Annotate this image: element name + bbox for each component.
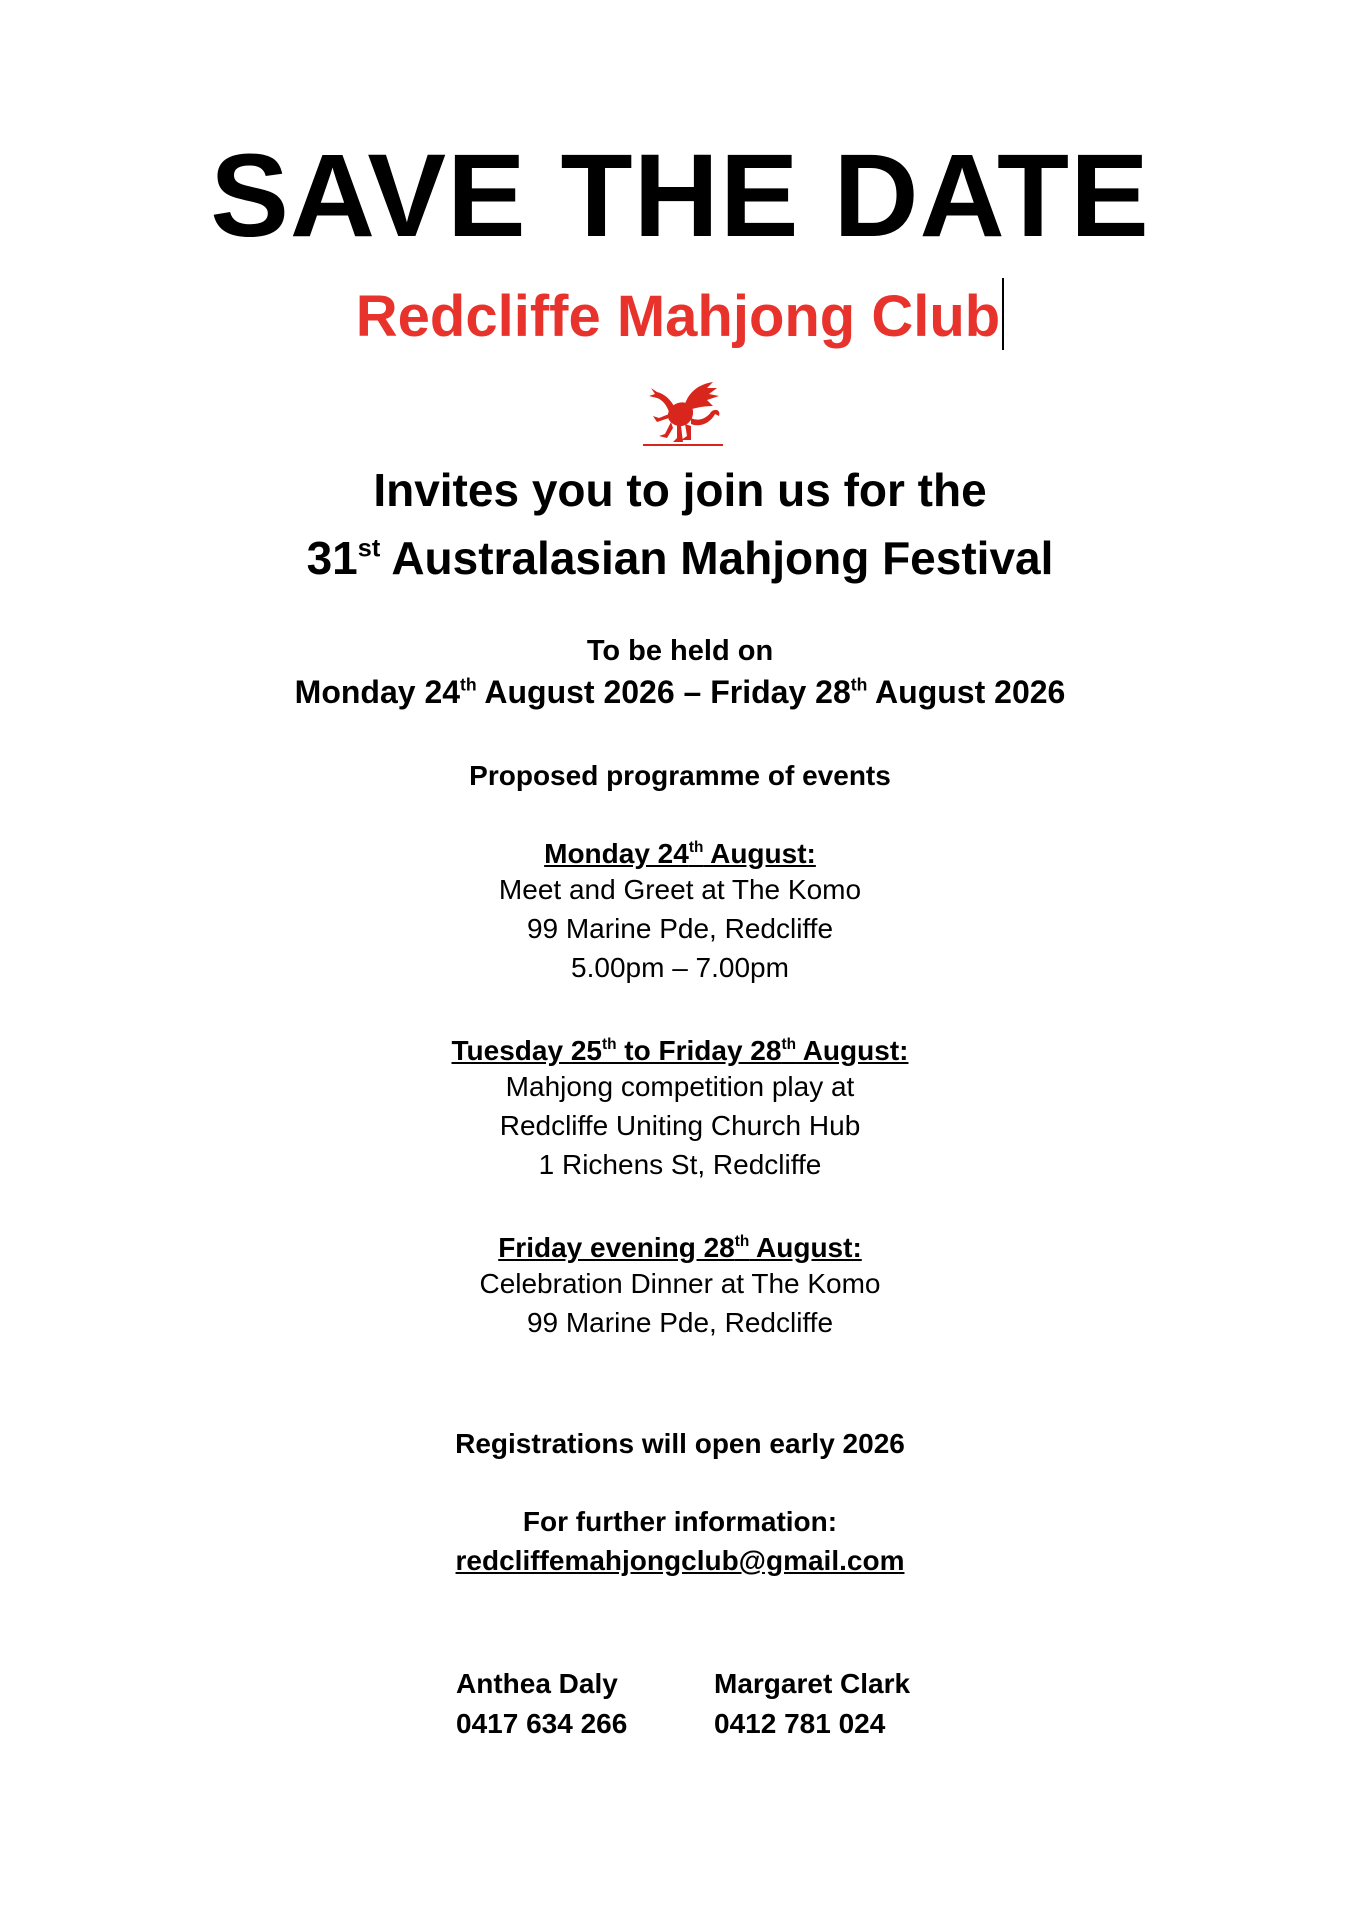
event-block-monday: [0, 838, 1360, 987]
ordinal-suffix: th: [601, 1036, 617, 1054]
club-name: [0, 278, 1360, 350]
contact-anthea: [456, 1664, 627, 1744]
event-address: 99 Marine Pde, Redcliffe: [526, 913, 834, 944]
event-block-competition: [0, 1035, 1360, 1184]
festival-number: 31: [306, 532, 358, 584]
event-heading-text: August:: [749, 1232, 862, 1263]
ordinal-suffix: th: [734, 1233, 750, 1251]
ordinal-suffix: th: [850, 674, 868, 695]
event-heading: [0, 838, 1360, 870]
festival-name: [0, 533, 1360, 584]
ordinal-suffix: th: [460, 674, 477, 695]
event-heading: [0, 1035, 1360, 1067]
invite-line: Invites you to join us for the: [373, 464, 987, 516]
info-label: For further information:: [522, 1506, 838, 1537]
event-dates: [0, 674, 1360, 711]
event-address: 99 Marine Pde, Redcliffe: [526, 1307, 834, 1338]
ordinal-suffix: th: [781, 1036, 796, 1054]
contact-name: Anthea Daly: [456, 1668, 618, 1699]
held-label: To be held on: [586, 635, 774, 667]
contact-name: Margaret Clark: [714, 1668, 911, 1699]
event-detail: Mahjong competition play at: [505, 1071, 855, 1102]
ordinal-suffix: th: [688, 839, 704, 857]
event-detail: Meet and Greet at The Komo: [498, 874, 862, 905]
club-name-text: Redcliffe Mahjong Club: [355, 284, 1001, 349]
text-cursor: [1002, 278, 1004, 350]
event-heading-text: to Friday 28: [616, 1035, 782, 1066]
event-heading-text: August:: [703, 838, 816, 869]
registrations-note: Registrations will open early 2026: [455, 1428, 905, 1459]
event-block-dinner: [0, 1232, 1360, 1342]
contact-phone: 0412 781 024: [714, 1708, 886, 1739]
contact-margaret: [714, 1664, 910, 1744]
page-title: SAVE THE DATE: [210, 130, 1150, 262]
event-detail: Celebration Dinner at The Komo: [479, 1268, 881, 1299]
event-heading-text: Monday 24: [544, 838, 689, 869]
event-heading-text: Friday evening 28: [498, 1232, 735, 1263]
event-heading-text: August:: [795, 1035, 909, 1066]
event-time: 5.00pm – 7.00pm: [571, 952, 789, 983]
event-heading-text: Tuesday 25: [451, 1035, 602, 1066]
date-range-middle: August 2026 – Friday 28: [476, 674, 851, 710]
welsh-dragon-icon: [641, 378, 725, 448]
email-link[interactable]: redcliffemahjongclub@gmail.com: [455, 1545, 905, 1576]
end-date: August 2026: [867, 674, 1066, 710]
start-day: Monday 24: [294, 674, 461, 710]
contact-phone: 0417 634 266: [456, 1708, 628, 1739]
programme-label: Proposed programme of events: [469, 760, 891, 791]
ordinal-suffix: st: [357, 534, 381, 563]
event-venue: Redcliffe Uniting Church Hub: [499, 1110, 861, 1141]
event-address: 1 Richens St, Redcliffe: [538, 1149, 822, 1180]
event-heading: [0, 1232, 1360, 1264]
festival-title: Australasian Mahjong Festival: [380, 532, 1054, 584]
